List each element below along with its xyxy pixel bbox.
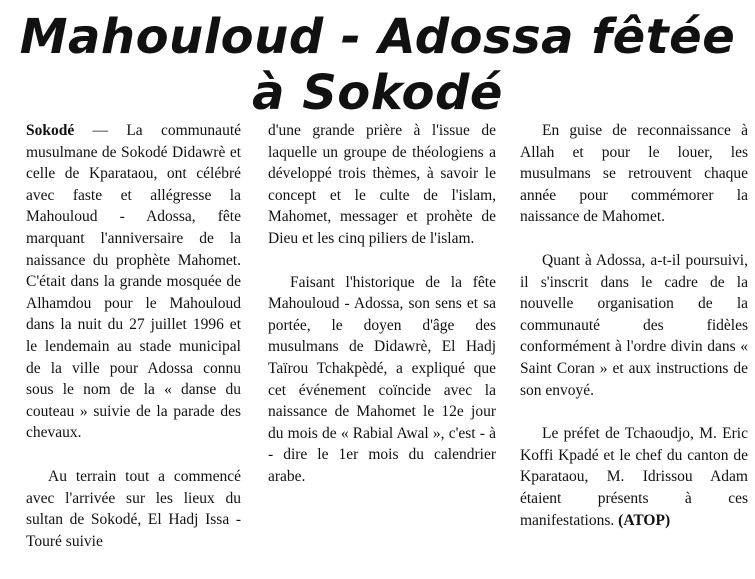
paragraph-terrain: Au terrain tout a commencé avec l'arrivée sur les lieux du sultan de Sokodé, El Hadj Issa - Touré suivie: [26, 467, 241, 550]
agency-signature: (ATOP): [618, 511, 671, 529]
paragraph-adossa: Quant à Adossa, a-t-il poursuivi, il s'inscrit dans le cadre de la nouvelle organisation de la communauté des fidèles conformément à l'ordre divin dans « Saint Coran » et aux instructions de son envoyé.: [520, 251, 748, 399]
headline-line-2: à Sokodé: [252, 65, 503, 121]
paragraph-prefet: [520, 423, 748, 531]
article-column-1: [26, 120, 241, 574]
paragraph-reconnaissance: En guise de reconnaissance à Allah et pour le louer, les musulmans se retrouvent chaque année pour commémorer la naissance de Mahomet.: [520, 122, 748, 226]
paragraph-prefet-text: Le préfet de Tchaoudjo, M. Eric Koffi Kpadé et le chef du canton de Kparataou, M. Idrissou Adam étaient présents à ces manifestations.: [520, 425, 748, 529]
paragraph-priere: d'une grande prière à l'issue de laquelle un groupe de théologiens a développé trois thèmes, à savoir le concept et le culte de l'islam, Mahomet, messager et prohète de Dieu et les cinq piliers de l'islam.: [268, 122, 496, 247]
paragraph-intro: [26, 120, 241, 444]
paragraph-historique: Faisant l'historique de la fête Mahouloud - Adossa, son sens et sa portée, le doyen d'âge des musulmans de Didawrè, El Hadj Taïrou Tchakpèdé, a expliqué que cet événement coïncide avec la naissance de Mahomet le 12e jour du mois de « Rabial Awal », c'est - à - dire le 1er mois du calendrier arabe.: [268, 273, 496, 485]
dateline: Sokodé: [26, 122, 75, 139]
article-column-3: [520, 120, 748, 553]
article-column-2: [268, 120, 496, 510]
headline-line-1: Mahouloud - Adossa fêtée: [19, 9, 736, 65]
paragraph-intro-text: — La communauté musulmane de Sokodé Didawrè et celle de Kparataou, ont célébré avec faste et allégresse la Mahouloud - Adossa, fête marquant l'anniversaire de la naissance du prophète Mahomet. C'était dans la grande mosquée de Alhamdou pour le Mahouloud dans la nuit du 27 juillet 1996 et le lendemain au stade municipal de la ville pour Adossa connu sous le nom de la « danse du couteau » suivie de la parade des chevaux.: [26, 122, 241, 442]
